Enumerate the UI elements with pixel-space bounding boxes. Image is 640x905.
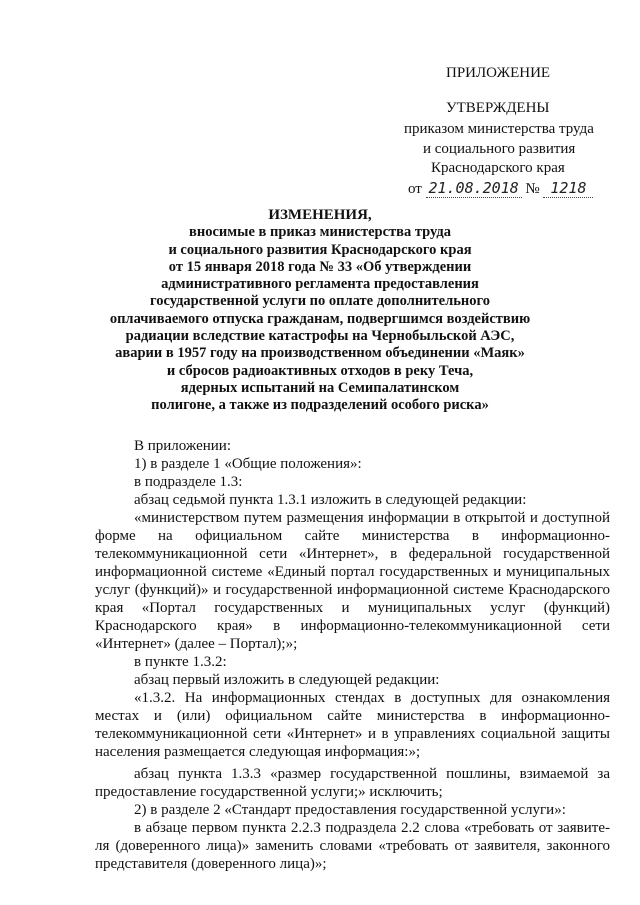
quote4-line-1: в абзаце первом пункта 2.2.3 подраздела 2.2 слова «требовать от заявите- <box>134 820 610 836</box>
quote1-line-8: «Интернет» (далее – Портал);»; <box>95 636 298 652</box>
order-line-2: и социального развития <box>423 141 576 157</box>
title-line-7: радиации вследствие катастрофы на Чернобыльской АЭС, <box>125 328 515 345</box>
quote4-line-2: ля (доверенного лица)» заменить словами «требовать от заявителя, законного <box>95 838 610 854</box>
title-line-9: и сбросов радиоактивных отходов в реку Теча, <box>166 362 474 379</box>
order-line-3: Краснодарского края <box>431 160 565 176</box>
title-line-6: оплачиваемого отпуска гражданам, подвергшимся воздействию <box>109 310 531 327</box>
para-first-abzac: абзац первый изложить в следующей редакции: <box>134 672 440 688</box>
order-line-1: приказом министерства труда <box>404 121 594 137</box>
appendix-label: ПРИЛОЖЕНИЕ <box>446 65 551 81</box>
quote3-line-2: предоставление государственной услуги;» исключить; <box>95 784 443 800</box>
quote2-line-4: населения размещается следующая информация:»; <box>95 744 421 760</box>
para-section-1: 1) в разделе 1 «Общие положения»: <box>134 456 362 472</box>
quote4-line-3: представителя (доверенного лица)»; <box>95 856 327 872</box>
title-heading: ИЗМЕНЕНИЯ, <box>268 207 372 223</box>
order-date-row <box>408 179 593 198</box>
date-value: 21.08.2018 <box>426 179 522 198</box>
para-paragraph-1-3-1: абзац седьмой пункта 1.3.1 изложить в следующей редакции: <box>134 492 527 508</box>
quote2-line-1: «1.3.2. На информационных стендах в доступных для ознакомления <box>134 690 610 706</box>
para-section-2: 2) в разделе 2 «Стандарт предоставления государственной услуги»: <box>134 802 566 818</box>
quote2-line-3: телекоммуникационной сети «Интернет» и в управлениях социальной защиты <box>95 726 610 742</box>
approved-label: УТВЕРЖДЕНЫ <box>446 100 550 116</box>
title-line-11: полигоне, а также из подразделений особого риска» <box>151 397 489 414</box>
number-value: 1218 <box>543 179 593 198</box>
quote1-line-3: телекоммуникационной сети «Интернет», в федеральной государственной <box>95 546 610 562</box>
quote1-line-5: услуг (функций)» и государственной информационной системе Краснодарского <box>95 582 610 598</box>
para-subsection-1-3: в подразделе 1.3: <box>134 474 243 490</box>
quote1-line-1: «министерством путем размещения информации в открытой и доступной <box>134 510 610 526</box>
title-block <box>0 207 640 415</box>
number-sign: № <box>525 181 540 197</box>
para-point-1-3-2: в пункте 1.3.2: <box>134 654 227 670</box>
title-line-2: и социального развития Краснодарского края <box>168 241 472 258</box>
quote1-line-4: информационной системе «Единый портал государственных и муниципальных <box>95 564 610 580</box>
title-line-5: государственной услуги по оплате дополнительного <box>150 293 490 310</box>
title-line-1: вносимые в приказ министерства труда <box>189 224 451 241</box>
title-line-8: аварии в 1957 году на производственном объединении «Маяк» <box>115 345 525 362</box>
title-line-3: от 15 января 2018 года № 33 «Об утверждении <box>168 258 472 275</box>
quote1-line-7: Краснодарского края» в информационно-телекоммуникационной сети <box>95 618 610 634</box>
quote1-line-2: форме на официальном сайте министерства в информационно- <box>95 528 610 544</box>
title-line-10: ядерных испытаний на Семипалатинском <box>180 379 460 396</box>
quote1-line-6: края «Портал государственных и муниципальных услуг (функций) <box>95 600 610 616</box>
quote2-line-2: местах и (или) официальном сайте министерства в информационно- <box>95 708 610 724</box>
date-prefix: от <box>408 181 422 197</box>
quote3-line-1: абзац пункта 1.3.3 «размер государственной пошлины, взимаемой за <box>134 766 610 782</box>
title-line-4: административного регламента предоставления <box>161 276 479 293</box>
para-in-appendix: В приложении: <box>134 438 231 454</box>
